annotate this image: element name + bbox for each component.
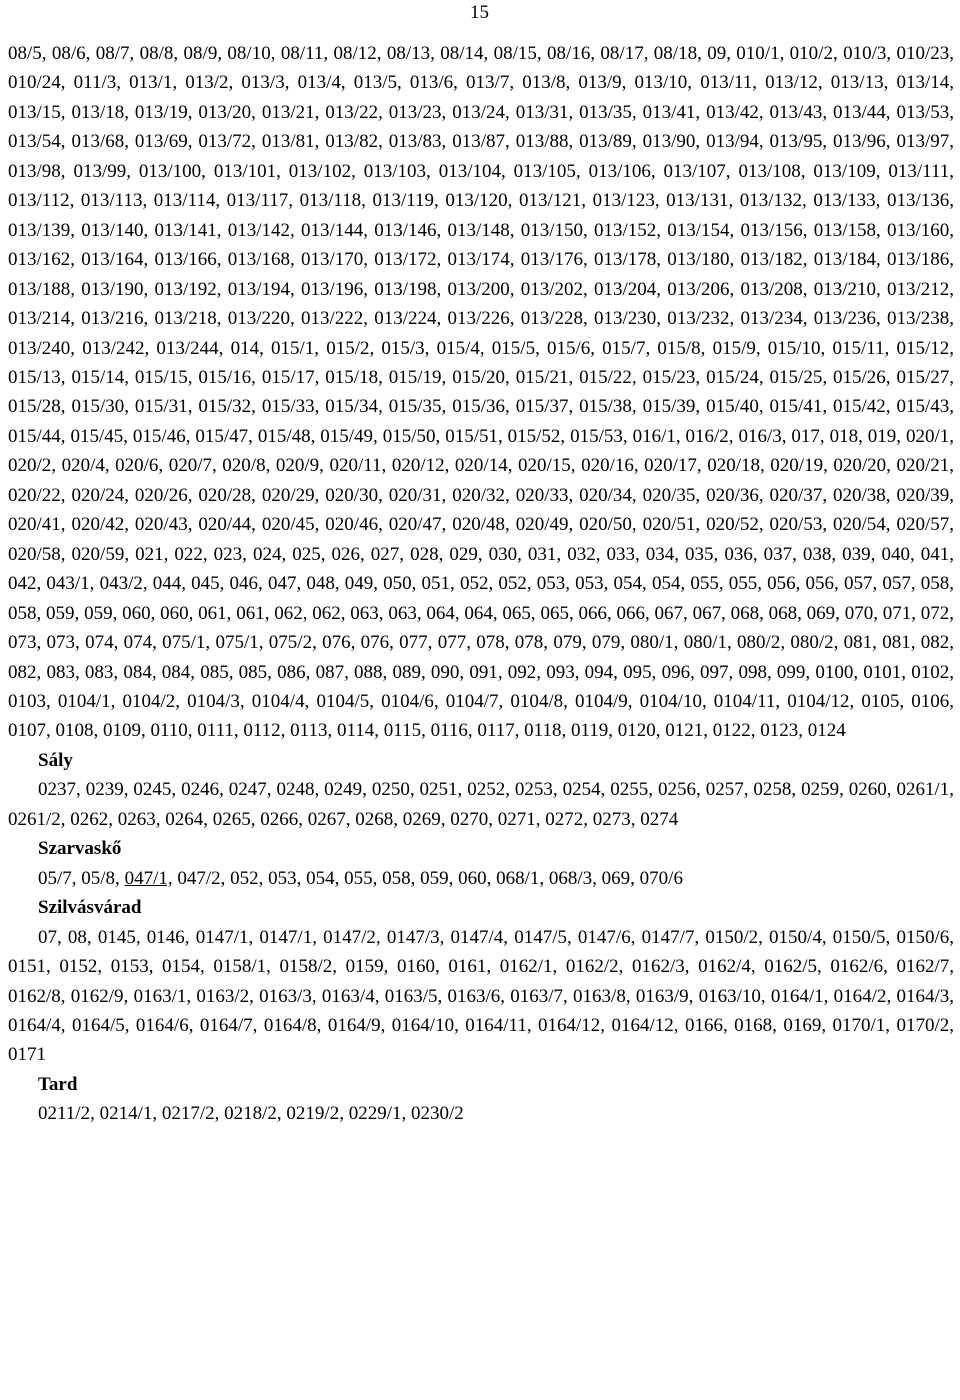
parcel-list-szarvasko-part2: 047/2, 052, 053, 054, 055, 058, 059, 060, 068/1, 068/3, 069, 070/6 — [172, 867, 683, 889]
parcel-list-continued: 08/5, 08/6, 08/7, 08/8, 08/9, 08/10, 08/11, 08/12, 08/13, 08/14, 08/15, 08/16, 08/17, 08/18, 09, 010/1, 010/2, 010/3, 010/23, 010/24, 011/3, 013/1, 013/2, 013/3, 013/4, 013/5, 013/6, 013/7, 013/8, 013/9, 013/10, 013/11, 013/12, 013/13, 013/14, 013/15, 013/18, 013/19, 013/20, 013/21, 013/22, 013/23, 013/24, 013/31, 013/35, 013/41, 013/42, 013/43, 013/44, 013/53, 013/54, 013/68, 013/69, 013/72, 013/81, 013/82, 013/83, 013/87, 013/88, 013/89, 013/90, 013/94, 013/95, 013/96, 013/97, 013/98, 013/99, 013/100, 013/101, 013/102, 013/103, 013/104, 013/105, 013/106, 013/107, 013/108, 013/109, 013/111, 013/112, 013/113, 013/114, 013/117, 013/118, 013/119, 013/120, 013/121, 013/123, 013/131, 013/132, 013/133, 013/136, 013/139, 013/140, 013/141, 013/142, 013/144, 013/146, 013/148, 013/150, 013/152, 013/154, 013/156, 013/158, 013/160, 013/162, 013/164, 013/166, 013/168, 013/170, 013/172, 013/174, 013/176, 013/178, 013/180, 013/182, 013/184, 013/186, 013/188, 013/190, 013/192, 013/194, 013/196, 013/198, 013/200, 013/202, 013/204, 013/206, 013/208, 013/210, 013/212, 013/214, 013/216, 013/218, 013/220, 013/222, 013/224, 013/226, 013/228, 013/230, 013/232, 013/234, 013/236, 013/238, 013/240, 013/242, 013/244, 014, 015/1, 015/2, 015/3, 015/4, 015/5, 015/6, 015/7, 015/8, 015/9, 015/10, 015/11, 015/12, 015/13, 015/14, 015/15, 015/16, 015/17, 015/18, 015/19, 015/20, 015/21, 015/22, 015/23, 015/24, 015/25, 015/26, 015/27, 015/28, 015/30, 015/31, 015/32, 015/33, 015/34, 015/35, 015/36, 015/37, 015/38, 015/39, 015/40, 015/41, 015/42, 015/43, 015/44, 015/45, 015/46, 015/47, 015/48, 015/49, 015/50, 015/51, 015/52, 015/53, 016/1, 016/2, 016/3, 017, 018, 019, 020/1, 020/2, 020/4, 020/6, 020/7, 020/8, 020/9, 020/11, 020/12, 020/14, 020/15, 020/16, 020/17, 020/18, 020/19, 020/20, 020/21, 020/22, 020/24, 020/26, 020/28, 020/29, 020/30, 020/31, 020/32, 020/33, 020/34, 020/35, 020/36, 020/37, 020/38, 020/39, 020/41, 020/42, 020/43, 020/44, 020/45, 020/46, 020/47, 020/48, 020/49, 020/50, 020/51, 020/52, 020/53, 020/54, 020/57, 020/58, 020/59, 021, 022, 023, 024, 025, 026, 027, 028, 029, 030, 031, 032, 033, 034, 035, 036, 037, 038, 039, 040, 041, 042, 043/1, 043/2, 044, 045, 046, 047, 048, 049, 050, 051, 052, 052, 053, 053, 054, 054, 055, 055, 056, 056, 057, 057, 058, 058, 059, 059, 060, 060, 061, 061, 062, 062, 063, 063, 064, 064, 065, 065, 066, 066, 067, 067, 068, 068, 069, 070, 071, 072, 073, 073, 074, 074, 075/1, 075/1, 075/2, 076, 076, 077, 077, 078, 078, 079, 079, 080/1, 080/1, 080/2, 080/2, 081, 081, 082, 082, 083, 083, 084, 084, 085, 085, 086, 087, 088, 089, 090, 091, 092, 093, 094, 095, 096, 097, 098, 099, 0100, 0101, 0102, 0103, 0104/1, 0104/2, 0104/3, 0104/4, 0104/5, 0104/6, 0104/7, 0104/8, 0104/9, 0104/10, 0104/11, 0104/12, 0105, 0106, 0107, 0108, 0109, 0110, 0111, 0112, 0113, 0114, 0115, 0116, 0117, 0118, 0119, 0120, 0121, 0122, 0123, 0124 — [8, 43, 954, 742]
underlined-parcel: 047/1, — [124, 867, 173, 889]
section-heading-tard: Tard — [38, 1073, 78, 1095]
parcel-list-saly: 0237, 0239, 0245, 0246, 0247, 0248, 0249, 0250, 0251, 0252, 0253, 0254, 0255, 0256, 0257, 0258, 0259, 0260, 0261/1, 0261/2, 0262, 0263, 0264, 0265, 0266, 0267, 0268, 0269, 0270, 0271, 0272, 0273, 0274 — [8, 779, 954, 830]
parcel-list-szarvasko-part1: 05/7, 05/8, — [38, 867, 125, 889]
document-body — [8, 39, 954, 1129]
parcel-list-szarvasko — [8, 864, 954, 893]
section-heading-saly: Sály — [38, 749, 73, 771]
parcel-list-szilvasvarad: 07, 08, 0145, 0146, 0147/1, 0147/1, 0147/2, 0147/3, 0147/4, 0147/5, 0147/6, 0147/7, 0150/2, 0150/4, 0150/5, 0150/6, 0151, 0152, 0153, 0154, 0158/1, 0158/2, 0159, 0160, 0161, 0162/1, 0162/2, 0162/3, 0162/4, 0162/5, 0162/6, 0162/7, 0162/8, 0162/9, 0163/1, 0163/2, 0163/3, 0163/4, 0163/5, 0163/6, 0163/7, 0163/8, 0163/9, 0163/10, 0164/1, 0164/2, 0164/3, 0164/4, 0164/5, 0164/6, 0164/7, 0164/8, 0164/9, 0164/10, 0164/11, 0164/12, 0164/12, 0166, 0168, 0169, 0170/1, 0170/2, 0171 — [8, 926, 954, 1066]
section-heading-szilvasvarad: Szilvásvárad — [38, 897, 142, 919]
page-number: 15 — [470, 2, 489, 23]
section-heading-szarvasko: Szarvaskő — [38, 838, 122, 860]
parcel-list-tard: 0211/2, 0214/1, 0217/2, 0218/2, 0219/2, 0229/1, 0230/2 — [38, 1103, 464, 1125]
